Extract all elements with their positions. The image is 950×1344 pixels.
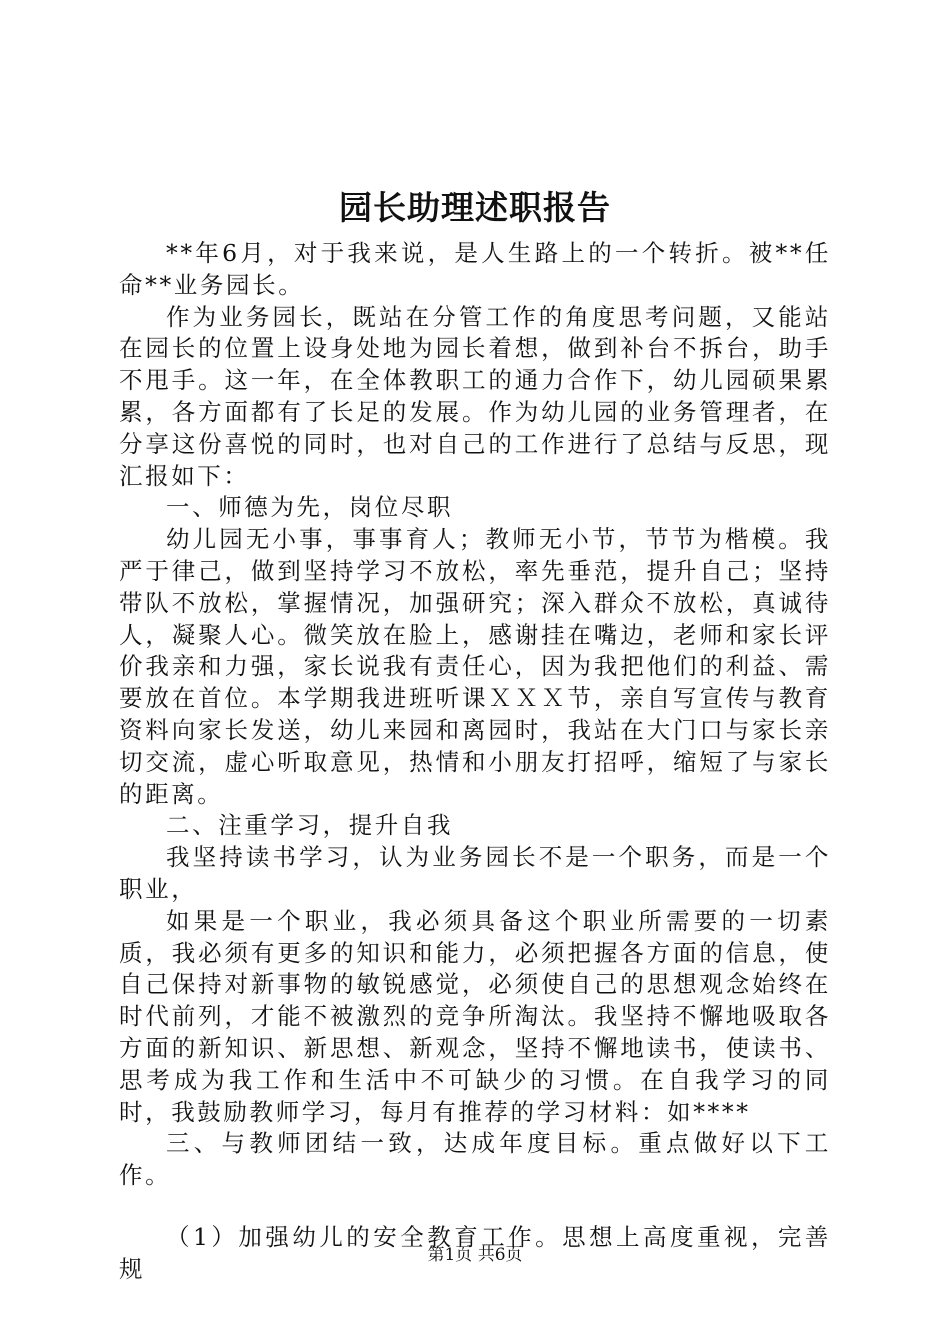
page-number-footer: 第1页 共6页 — [427, 1245, 523, 1265]
document-body — [119, 238, 831, 1286]
section-heading: 三、与教师团结一致，达成年度目标。重点做好以下工作。 — [119, 1129, 831, 1190]
paragraph: 如果是一个职业，我必须具备这个职业所需要的一切素质，我必须有更多的知识和能力，必须把握各方面的信息，使自己保持对新事物的敏锐感觉，必须使自己的思想观念始终在时代前列，才能不被激烈的竞争所淘汰。我坚持不懈地吸取各方面的新知识、新思想、新观念，坚持不懈地读书，使读书、思考成为我工作和生活中不可缺少的习惯。在自我学习的同时，我鼓励教师学习，每月有推荐的学习材料：如**** — [119, 906, 831, 1126]
paragraph: **年6月，对于我来说，是人生路上的一个转折。被**任命**业务园长。 — [119, 239, 831, 299]
paragraph: （1）加强幼儿的安全教育工作。思想上高度重视，完善规 — [119, 1222, 831, 1283]
section-heading: 一、师德为先，岗位尽职 — [166, 493, 454, 522]
section-heading: 二、注重学习，提升自我 — [166, 811, 454, 840]
paragraph: 作为业务园长，既站在分管工作的角度思考问题，又能站在园长的位置上设身处地为园长着想，做到补台不拆台，助手不甩手。这一年，在全体教职工的通力合作下，幼儿园硕果累累，各方面都有了长足的发展。作为幼儿园的业务管理者，在分享这份喜悦的同时，也对自己的工作进行了总结与反思，现汇报如下： — [119, 302, 831, 490]
document-title: 园长助理述职报告 — [339, 188, 611, 227]
paragraph: 幼儿园无小事，事事育人；教师无小节，节节为楷模。我严于律己，做到坚持学习不放松，率先垂范，提升自己；坚持带队不放松，掌握情况，加强研究；深入群众不放松，真诚待人，凝聚人心。微笑放在脸上，感谢挂在嘴边，老师和家长评价我亲和力强，家长说我有责任心，因为我把他们的利益、需要放在首位。本学期我进班听课ＸＸＸ节，亲自写宣传与教育资料向家长发送，幼儿来园和离园时，我站在大门口与家长亲切交流，虚心听取意见，热情和小朋友打招呼，缩短了与家长的距离。 — [119, 525, 831, 808]
paragraph: 我坚持读书学习，认为业务园长不是一个职务，而是一个职业， — [119, 843, 831, 903]
